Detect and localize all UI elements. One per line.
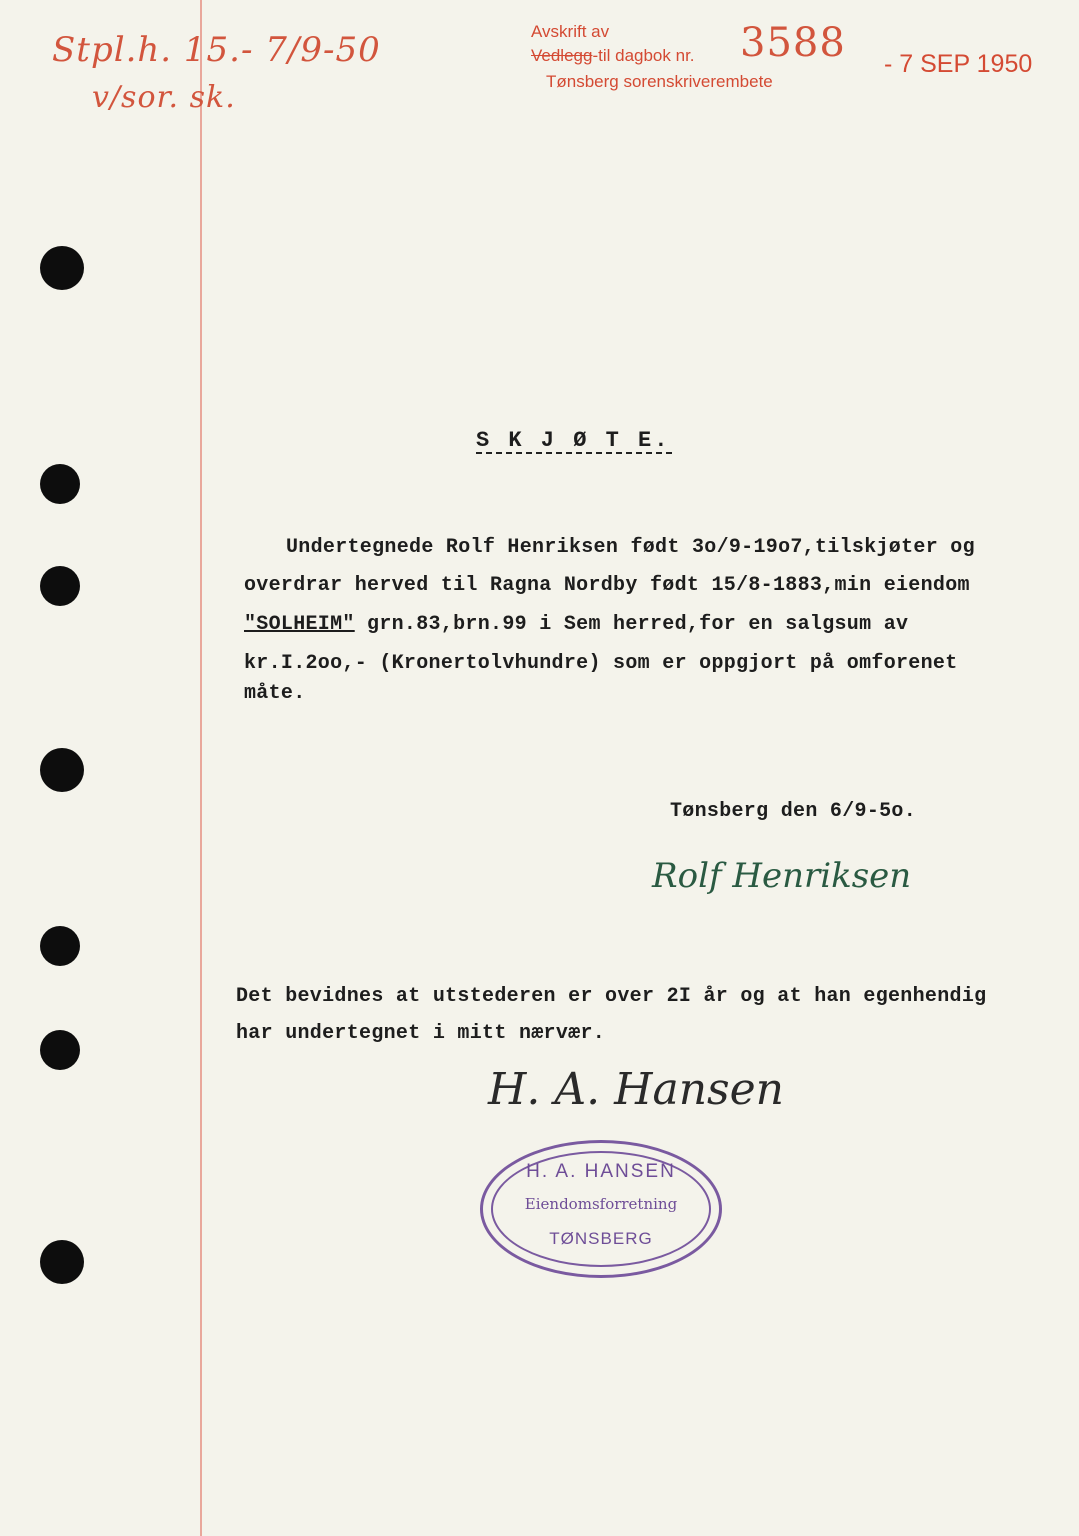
- margin-note-line2: v/sor. sk.: [92, 80, 236, 115]
- stamp-line3: Tønsberg sorenskriverembete: [546, 72, 773, 91]
- punch-hole: [40, 748, 84, 792]
- stamp-line2-rest: -til dagbok nr.: [592, 46, 695, 65]
- body-line-4: kr.I.2oo,- (Kronertolvhundre) som er oppgjort på omforenet: [244, 652, 958, 675]
- date-stamp: [884, 50, 1032, 79]
- stamp-line2: [531, 46, 695, 66]
- date-stamp-dash: -: [884, 50, 900, 78]
- punch-hole: [40, 1240, 84, 1284]
- stamp-struck-word: Vedlegg: [531, 46, 593, 65]
- stamp-business-type: Eiendomsforretning: [524, 1195, 678, 1213]
- document-title: S K J Ø T E.: [476, 428, 671, 453]
- stamp-city: TØNSBERG: [549, 1229, 653, 1248]
- stamp-line1: Avskrift av: [531, 22, 610, 41]
- body-line-5: måte.: [244, 682, 306, 705]
- punch-hole: [40, 246, 84, 290]
- stamp-company-name: H. A. HANSEN: [526, 1161, 676, 1182]
- punch-hole: [40, 1030, 80, 1070]
- place-date: Tønsberg den 6/9-5o.: [670, 800, 917, 823]
- company-stamp: [480, 1140, 722, 1278]
- punch-hole: [40, 464, 80, 504]
- margin-note-line1: Stpl.h. 15.- 7/9-50: [52, 30, 381, 70]
- body-line-3: [244, 613, 908, 636]
- punch-hole: [40, 926, 80, 966]
- witness-line-2: har undertegnet i mitt nærvær.: [236, 1022, 606, 1045]
- body-line-3-rest: grn.83,brn.99 i Sem herred,for en salgsum av: [354, 613, 909, 636]
- punch-hole: [40, 566, 80, 606]
- body-line-1: Undertegnede Rolf Henriksen født 3o/9-19o7,tilskjøter og: [286, 536, 975, 559]
- margin-line: [200, 0, 202, 1536]
- witness-line-1: Det bevidnes at utstederen er over 2I år og at han egenhendig: [236, 985, 987, 1008]
- dagbok-number: 3588: [740, 20, 846, 66]
- body-line-2: overdrar herved til Ragna Nordby født 15/8-1883,min eiendom: [244, 574, 970, 597]
- witness-signature: H. A. Hansen: [488, 1064, 784, 1115]
- date-stamp-text: 7 SEP 1950: [899, 50, 1033, 78]
- title-underline: [476, 452, 672, 454]
- seller-signature: Rolf Henriksen: [652, 856, 912, 896]
- property-name: "SOLHEIM": [244, 613, 355, 636]
